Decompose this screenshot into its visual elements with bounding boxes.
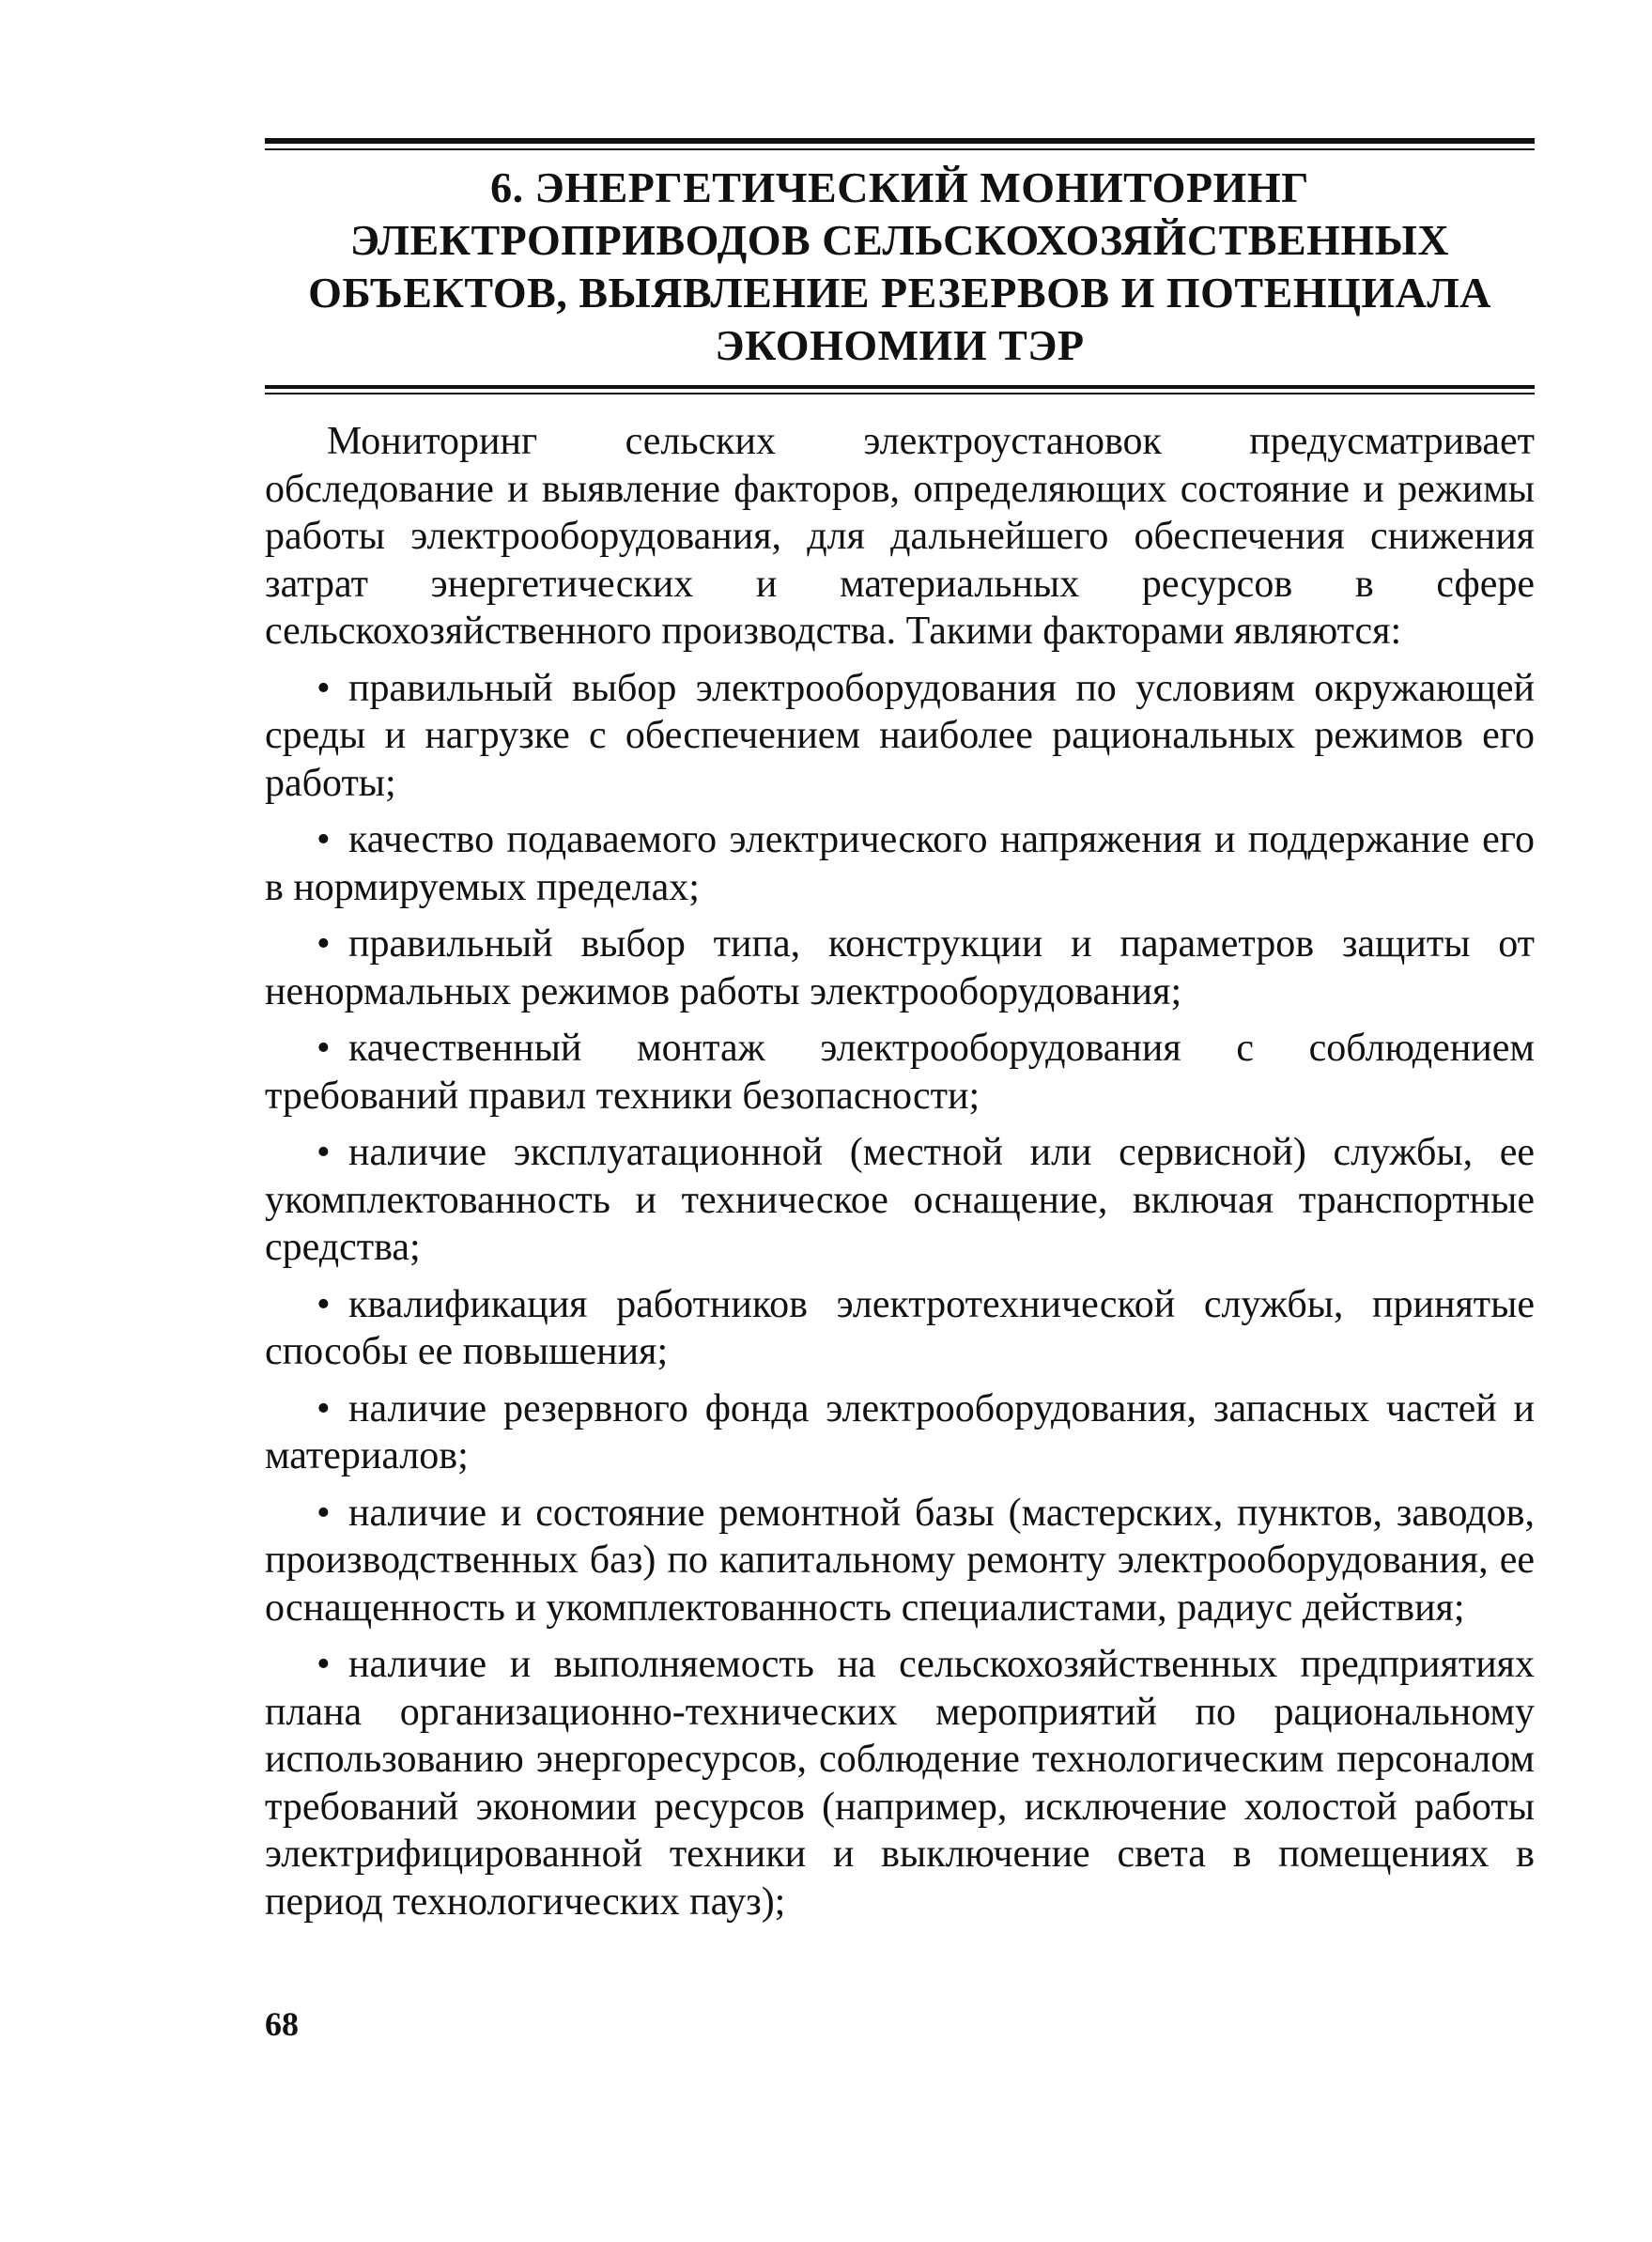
list-item [265,1490,1535,1632]
list-item [265,1281,1535,1376]
list-item-text: качественный монтаж электрооборудования с соблюдением требований правил техники безопасности; [265,1027,1535,1118]
list-item [265,1385,1535,1480]
bullet-icon: • [317,1131,331,1174]
top-rule [265,138,1535,144]
bottom-rule [265,385,1535,389]
top-rule-thin [265,148,1535,150]
factors-list [265,665,1535,1926]
bullet-icon: • [317,1491,331,1535]
list-item-text: наличие и выполняемость на сельскохозяйственных предприятиях плана организационно-технических мероприятий по рациональному использованию энергоресурсов, соблюдение технологическим персоналом требований экономии ресурсов (например, исключение холостой работы электрифицированной техники и выключение света в помещениях в период технологических пауз); [265,1643,1535,1924]
list-item-text: качество подаваемого электрического напряжения и поддержание его в нормируемых пределах; [265,818,1535,909]
list-item-text: наличие резервного фонда электрооборудования, запасных частей и материалов; [265,1386,1535,1477]
list-item [265,816,1535,911]
page-number: 68 [265,2005,299,2043]
list-item-text: правильный выбор электрооборудования по условиям окружающей среды и нагрузке с обеспечением наиболее рациональных режимов его работы; [265,666,1535,805]
intro-paragraph: Мониторинг сельских электроустановок предусматривает обследование и выявление факторов, определяющих состояние и режимы работы электрооборудования, для дальнейшего обеспечения снижения затрат энергетических и материальных ресурсов в сфере сельскохозяйственного производства. Такими факторами являются: [265,420,1535,653]
list-item-text: наличие эксплуатационной (местной или сервисной) службы, ее укомплектованность и техническое оснащение, включая транспортные средства; [265,1131,1535,1269]
list-item [265,1641,1535,1925]
chapter-title-line: ЭЛЕКТРОПРИВОДОВ СЕЛЬСКОХОЗЯЙСТВЕННЫХ [349,216,1450,264]
bullet-icon: • [317,666,331,710]
chapter-title-line: ОБЪЕКТОВ, ВЫЯВЛЕНИЕ РЕЗЕРВОВ И ПОТЕНЦИАЛА [308,269,1491,317]
list-item-text: квалификация работников электротехнической службы, принятые способы ее повышения; [265,1282,1535,1373]
body-text [265,418,1535,1925]
list-item [265,1129,1535,1272]
list-item-text: наличие и состояние ремонтной базы (мастерских, пунктов, заводов, производственных баз) по капитальному ремонту электрооборудования, ее оснащенность и укомплектованность специалистами, радиус действия; [265,1491,1535,1630]
bullet-icon: • [317,922,331,966]
bullet-icon: • [317,1643,331,1686]
chapter-title-line: ЭКОНОМИИ ТЭР [715,321,1085,369]
chapter-title-line: 6. ЭНЕРГЕТИЧЕСКИЙ МОНИТОРИНГ [490,163,1309,211]
list-item-text: правильный выбор типа, конструкции и параметров защиты от ненормальных режимов работы электрооборудования; [265,922,1535,1013]
list-item [265,1025,1535,1120]
bullet-icon: • [317,1027,331,1070]
chapter-title [265,162,1535,372]
bullet-icon: • [317,1282,331,1326]
list-item [265,665,1535,808]
bullet-icon: • [317,1386,331,1430]
bullet-icon: • [317,818,331,861]
list-item [265,920,1535,1015]
bottom-rule-thin [265,393,1535,394]
